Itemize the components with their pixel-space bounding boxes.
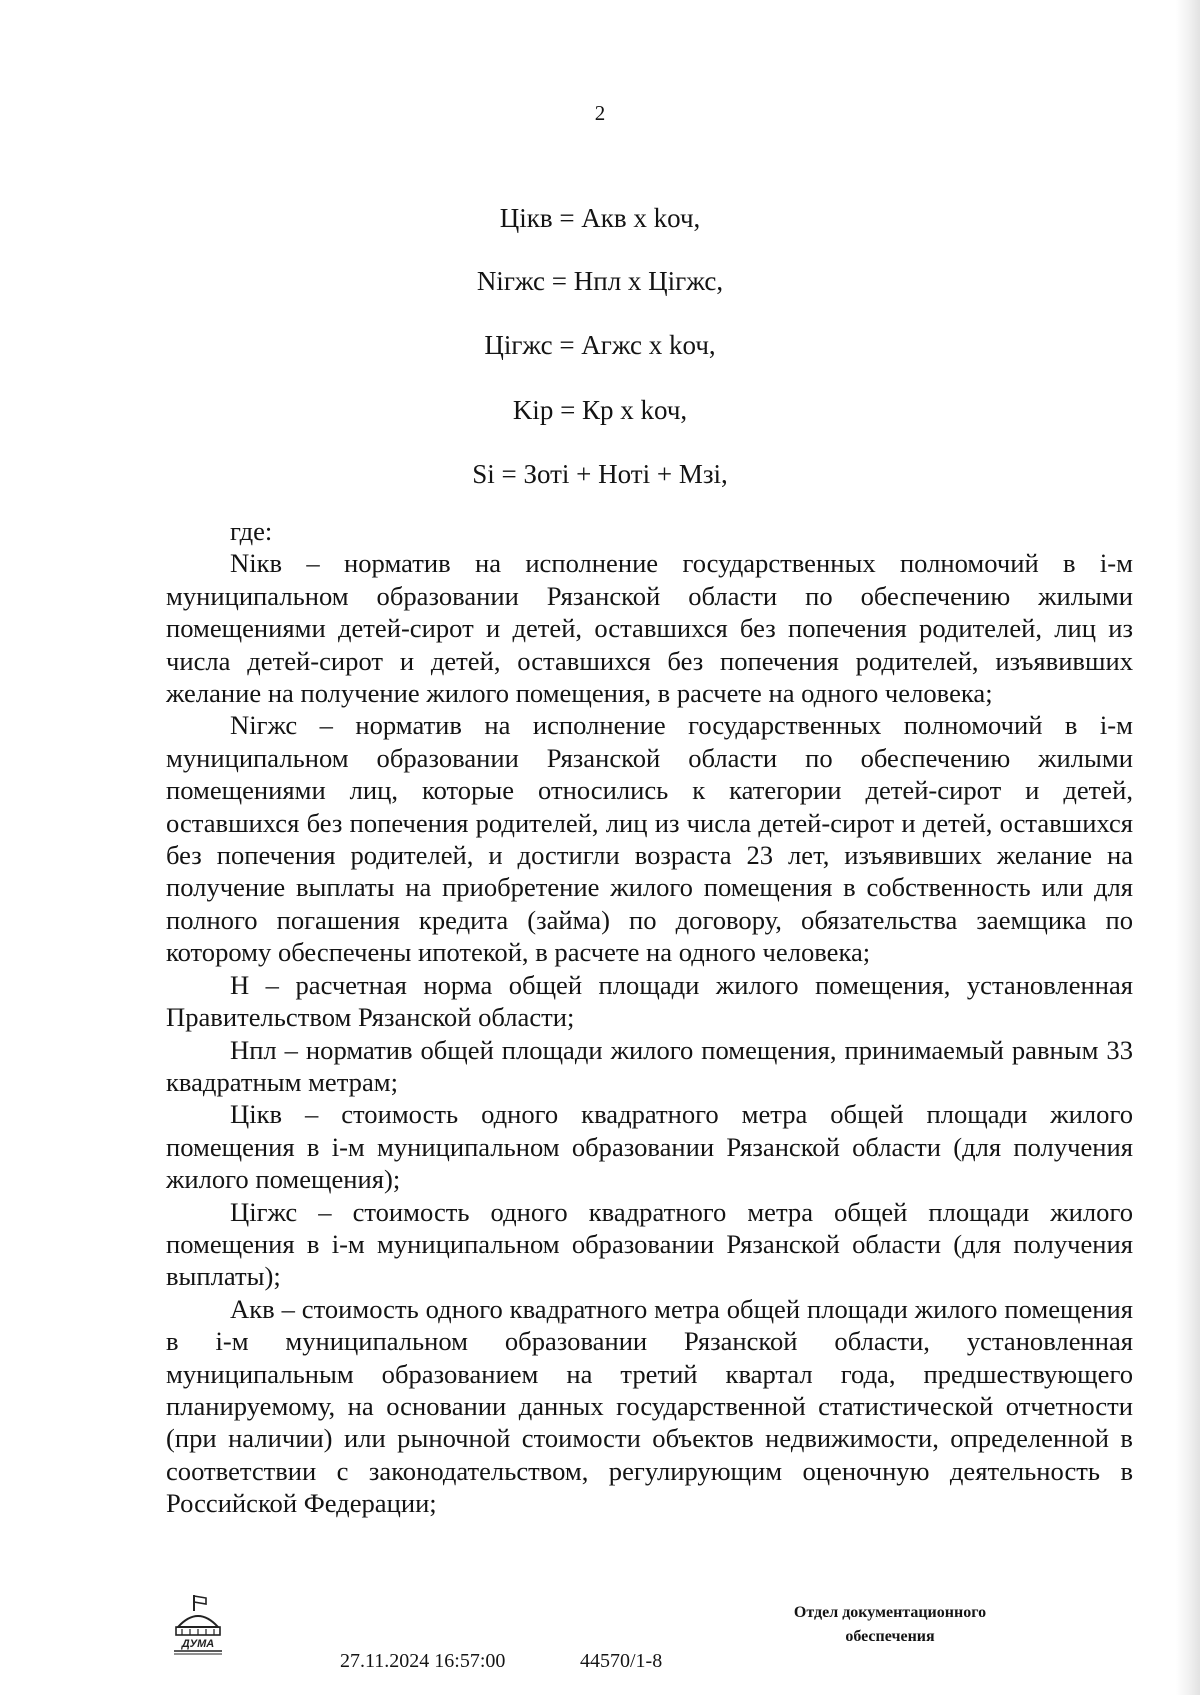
- paragraph-tsikv: Цікв – стоимость одного квадратного метра общей площади жилого помещения в і-м муниципальном образовании Рязанской области (для получения жилого помещения);: [166, 1099, 1133, 1195]
- duma-logo: [170, 1593, 226, 1657]
- formula-4: Kір = Кр х kоч,: [512, 395, 688, 425]
- paragraph-tsigzhs: Цігжс – стоимость одного квадратного метра общей площади жилого помещения в і-м муниципальном образовании Рязанской области (для получения выплаты);: [166, 1196, 1133, 1292]
- scan-edge-shadow: [1176, 0, 1200, 1695]
- intro-where: где:: [230, 516, 273, 546]
- formula-3: Цігжс = Агжс х kоч,: [484, 330, 716, 360]
- logo-text: ДУМА: [181, 1638, 215, 1650]
- footer-department: [740, 1601, 1040, 1649]
- paragraph-akv: Акв – стоимость одного квадратного метра общей площади жилого помещения в і-м муниципальном образовании Рязанской области, установленная муниципальным образованием на третий квартал года, предшествующего планируемому, на основании данных государственной статистической отчетности (при наличии) или рыночной стоимости объектов недвижимости, определенной в соответствии с законодательством, регулирующим оценочную деятельность в Российской Федерации;: [166, 1293, 1133, 1519]
- definitions-text: [166, 515, 1133, 1520]
- footer-document-number: 44570/1-8: [580, 1650, 663, 1672]
- formula-2: Nігжс = Нпл х Цігжс,: [476, 266, 724, 296]
- department-line-1: Отдел документационного: [793, 1604, 987, 1621]
- formula-5: Si = Зоті + Ноті + Мзі,: [472, 459, 728, 489]
- paragraph-nikv: Nікв – норматив на исполнение государственных полномочий в i-м муниципальном образовании Рязанской области по обеспечению жилыми помещениями детей-сирот и детей, оставшихся без попечения родителей, лиц из числа детей-сирот и детей, оставшихся без попечения родителей, изъявивших желание на получение жилого помещения, в расчете на одного человека;: [166, 548, 1133, 709]
- paragraph-n: Н – расчетная норма общей площади жилого помещения, установленная Правительством Рязанской области;: [166, 969, 1133, 1033]
- paragraph-npl: Нпл – норматив общей площади жилого помещения, принимаемый равным 33 квадратным метрам;: [166, 1034, 1133, 1097]
- paragraph-nigzhs: Nігжс – норматив на исполнение государственных полномочий в i-м муниципальном образовании Рязанской области по обеспечению жилыми помещениями лиц, которые относились к категории детей-сирот и детей, оставшихся без попечения родителей, лиц из числа детей-сирот и детей, оставшихся без попечения родителей, и достигли возраста 23 лет, изъявивших желание на получение выплаты на приобретение жилого помещения в собственность или для полного погашения кредита (займа) по договору, обязательства заемщика по которому обеспечены ипотекой, в расчете на одного человека;: [166, 710, 1133, 968]
- formula-1: Цiкв = Акв х kоч,: [499, 203, 701, 233]
- department-line-2: обеспечения: [845, 1628, 935, 1645]
- footer-date: 27.11.2024 16:57:00: [340, 1650, 506, 1672]
- page-number: 2: [594, 101, 606, 125]
